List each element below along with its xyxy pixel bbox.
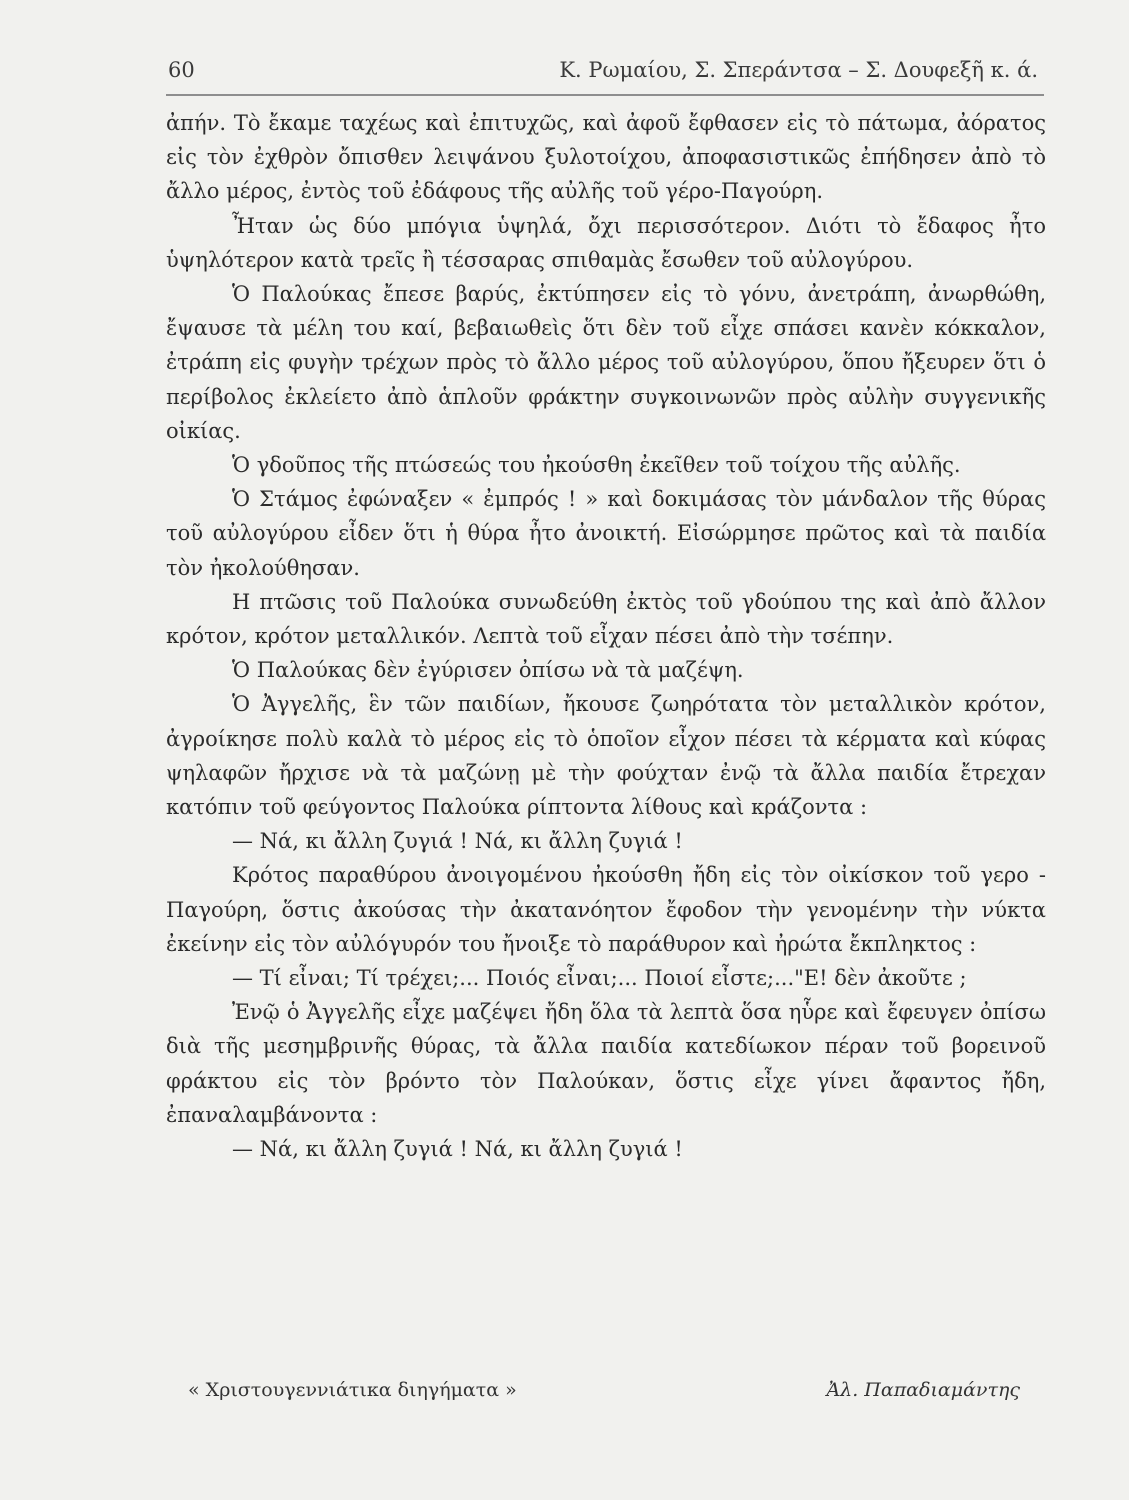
source-attribution bbox=[188, 1379, 1028, 1411]
running-head: Κ. Ρωμαίου, Σ. Σπεράντσα – Σ. Δουφεξῆ κ. ά. bbox=[559, 58, 1038, 82]
source-title: « Χριστουγεννιάτικα διηγήματα » bbox=[188, 1379, 517, 1401]
paragraph: ἀπήν. Τὸ ἔκαμε ταχέως καὶ ἐπιτυχῶς, καὶ ἀφοῦ ἔφθασεν εἰς τὸ πάτωμα, ἀόρατος εἰς τὸν ἐχθρὸν ὄπισθεν λειψάνου ξυλοτοίχου, ἀποφασιστικῶς ἐπήδησεν ἀπὸ τὸ ἄλλο μέρος, ἐντὸς τοῦ ἐδάφους τῆς αὐλῆς τοῦ γέρο-Παγούρη. bbox=[166, 111, 1046, 204]
dialogue-line: — Νά, κι ἄλλη ζυγιά ! Νά, κι ἄλλη ζυγιά ! bbox=[232, 829, 683, 854]
dialogue-line: — Τί εἶναι; Τί τρέχει;... Ποιός εἶναι;... Ποιοί εἶστε;..."Ε! δὲν ἀκοῦτε ; bbox=[232, 966, 967, 991]
paragraph: Ὁ Ἀγγελῆς, ἓν τῶν παιδίων, ἤκουσε ζωηρότατα τὸν μεταλλικὸν κρότον, ἀγροίκησε πολὺ καλὰ τὸ μέρος εἰς τὸ ὁποῖον εἶχον πέσει τὰ κέρματα καὶ κύφας ψηλαφῶν ἤρχισε νὰ τὰ μαζώνῃ μὲ τὴν φούχταν ἐνῷ τὰ ἄλλα παιδία ἔτρεχαν κατόπιν τοῦ φεύγοντος Παλούκα ρίπτοντα λίθους καὶ κράζοντα : bbox=[166, 692, 1046, 820]
paragraph: Ὁ Παλούκας ἔπεσε βαρύς, ἐκτύπησεν εἰς τὸ γόνυ, ἀνετράπη, ἀνωρθώθη, ἔψαυσε τὰ μέλη του καί, βεβαιωθεὶς ὅτι δὲν τοῦ εἶχε σπάσει κανὲν κόκκαλον, ἐτράπη εἰς φυγὴν τρέχων πρὸς τὸ ἄλλο μέρος τοῦ αὐλογύρου, ὅπου ἤξευρεν ὅτι ὁ περίβολος ἐκλείετο ἀπὸ ἁπλοῦν φράκτην συγκοινωνῶν πρὸς αὐλὴν συγγενικῆς οἰκίας. bbox=[166, 282, 1046, 443]
body-text bbox=[166, 106, 1046, 1166]
paragraph: Ὁ Στάμος ἐφώναξεν « ἐμπρός ! » καὶ δοκιμάσας τὸν μάνδαλον τῆς θύρας τοῦ αὐλογύρου εἶδεν ὅτι ἡ θύρα ἦτο ἀνοικτή. Εἰσώρμησε πρῶτος καὶ τὰ παιδία τὸν ἠκολούθησαν. bbox=[166, 487, 1046, 580]
paragraph: Κρότος παραθύρου ἀνοιγομένου ἠκούσθη ἤδη εἰς τὸν οἰκίσκον τοῦ γερο - Παγούρη, ὅστις ἀκούσας τὴν ἀκατανόητον ἔφοδον τὴν γενομένην τὴν νύκτα ἐκείνην εἰς τὸν αὐλόγυρόν του ἤνοιξε τὸ παράθυρον καὶ ἠρώτα ἔκπληκτος : bbox=[166, 863, 1046, 956]
author-name: Ἀλ. Παπαδιαμάντης bbox=[826, 1379, 1020, 1401]
paragraph: Ἐνῷ ὁ Ἀγγελῆς εἶχε μαζέψει ἤδη ὅλα τὰ λεπτὰ ὅσα ηὗρε καὶ ἔφευγεν ὀπίσω διὰ τῆς μεσημβρινῆς θύρας, τὰ ἄλλα παιδία κατεδίωκον πέραν τοῦ βορεινοῦ φράκτου εἰς τὸν βρόντο τὸν Παλούκαν, ὅστις εἶχε γίνει ἄφαντος ἤδη, ἐπαναλαμβάνοντα : bbox=[166, 1000, 1046, 1127]
paragraph: Η πτῶσις τοῦ Παλούκα συνωδεύθη ἐκτὸς τοῦ γδούπου της καὶ ἀπὸ ἄλλον κρότον, κρότον μεταλλικόν. Λεπτὰ τοῦ εἶχαν πέσει ἀπὸ τὴν τσέπην. bbox=[166, 589, 1046, 649]
paragraph: Ὁ Παλούκας δὲν ἐγύρισεν ὀπίσω νὰ τὰ μαζέψη. bbox=[232, 658, 744, 683]
page-header bbox=[168, 58, 1046, 90]
header-rule bbox=[166, 94, 1044, 96]
dialogue-line: — Νά, κι ἄλλη ζυγιά ! Νά, κι ἄλλη ζυγιά ! bbox=[232, 1137, 683, 1162]
page-number: 60 bbox=[168, 58, 195, 82]
paragraph: Ἦταν ὡς δύο μπόγια ὑψηλά, ὄχι περισσότερον. Διότι τὸ ἔδαφος ἦτο ὑψηλότερον κατὰ τρεῖς ἢ τέσσαρας σπιθαμὰς ἔσωθεν τοῦ αὐλογύρου. bbox=[166, 213, 1046, 272]
paragraph: Ὁ γδοῦπος τῆς πτώσεώς του ἠκούσθη ἐκεῖθεν τοῦ τοίχου τῆς αὐλῆς. bbox=[232, 453, 961, 478]
